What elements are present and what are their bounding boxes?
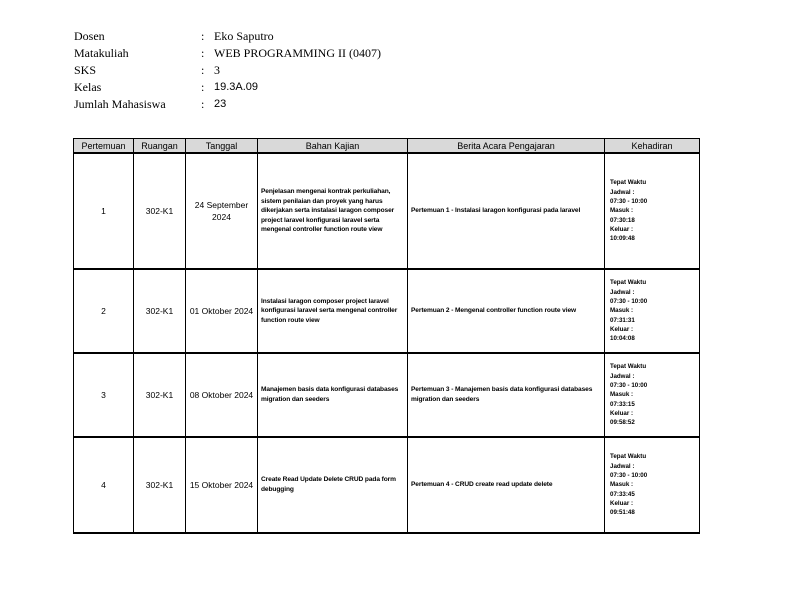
table-row <box>74 437 700 533</box>
keluar-value: 10:09:48 <box>610 235 635 243</box>
cell-berita-acara: Pertemuan 3 - Manajemen basis data konfigurasi databases migration dan seeders <box>408 353 605 437</box>
keluar-value: 09:51:48 <box>610 509 635 517</box>
cell-berita-acara: Pertemuan 1 - Instalasi laragon konfigurasi pada laravel <box>408 153 605 269</box>
header-kehadiran: Kehadiran <box>605 139 700 154</box>
jadwal-value: 07:30 - 10:00 <box>610 298 648 306</box>
masuk-label: Masuk : <box>610 207 634 215</box>
keluar-value: 10:04:08 <box>610 335 635 343</box>
cell-kehadiran <box>605 437 700 533</box>
masuk-value: 07:31:31 <box>610 316 635 324</box>
masuk-value: 07:33:45 <box>610 490 635 498</box>
colon: : <box>201 63 205 77</box>
colon: : <box>201 97 205 111</box>
dosen-label: Dosen <box>74 29 105 43</box>
table-row <box>74 353 700 437</box>
keluar-label: Keluar : <box>610 225 634 233</box>
cell-ruangan: 302-K1 <box>134 437 186 533</box>
masuk-value: 07:33:15 <box>610 400 635 408</box>
kehadiran-status: Tepat Waktu <box>610 179 647 187</box>
masuk-label: Masuk : <box>610 481 634 489</box>
header-tanggal: Tanggal <box>186 139 258 154</box>
header-pertemuan: Pertemuan <box>74 139 134 154</box>
cell-tanggal: 01 Oktober 2024 <box>186 269 258 353</box>
kehadiran-status: Tepat Waktu <box>610 453 647 461</box>
cell-ruangan: 302-K1 <box>134 269 186 353</box>
schedule-table <box>73 138 700 534</box>
cell-berita-acara: Pertemuan 2 - Mengenal controller function route view <box>408 269 605 353</box>
cell-tanggal: 15 Oktober 2024 <box>186 437 258 533</box>
jumlah-value: 23 <box>214 98 227 110</box>
kehadiran-status: Tepat Waktu <box>610 363 647 371</box>
dosen-value: Eko Saputro <box>214 29 274 43</box>
jadwal-value: 07:30 - 10:00 <box>610 382 648 390</box>
jadwal-label: Jadwal : <box>610 372 635 380</box>
kelas-label: Kelas <box>74 80 102 94</box>
cell-kehadiran <box>605 269 700 353</box>
keluar-label: Keluar : <box>610 499 634 507</box>
colon: : <box>201 46 205 60</box>
keluar-label: Keluar : <box>610 325 634 333</box>
keluar-label: Keluar : <box>610 409 634 417</box>
colon: : <box>201 29 205 43</box>
cell-bahan-kajian: Penjelasan mengenai kontrak perkuliahan, sistem penilaian dan proyek yang harus dikerjakan serta instalasi laragon composer project laravel konfigurasi laravel serta mengenal controller function route view <box>258 153 408 269</box>
masuk-value: 07:30:18 <box>610 216 635 224</box>
cell-tanggal: 08 Oktober 2024 <box>186 353 258 437</box>
kehadiran-status: Tepat Waktu <box>610 279 647 287</box>
header-bahan-kajian: Bahan Kajian <box>258 139 408 154</box>
masuk-label: Masuk : <box>610 307 634 315</box>
header-ruangan: Ruangan <box>134 139 186 154</box>
table-header-row <box>74 139 700 154</box>
jadwal-label: Jadwal : <box>610 188 635 196</box>
colon: : <box>201 80 205 94</box>
cell-ruangan: 302-K1 <box>134 153 186 269</box>
matakuliah-value: WEB PROGRAMMING II (0407) <box>214 46 381 60</box>
jadwal-value: 07:30 - 10:00 <box>610 472 648 480</box>
jadwal-label: Jadwal : <box>610 288 635 296</box>
cell-ruangan: 302-K1 <box>134 353 186 437</box>
table-row <box>74 153 700 269</box>
cell-pertemuan: 3 <box>74 353 134 437</box>
jadwal-value: 07:30 - 10:00 <box>610 198 648 206</box>
cell-pertemuan: 4 <box>74 437 134 533</box>
matakuliah-label: Matakuliah <box>74 46 129 60</box>
sks-value: 3 <box>214 63 220 77</box>
sks-label: SKS <box>74 63 97 77</box>
keluar-value: 09:58:52 <box>610 419 635 427</box>
jadwal-label: Jadwal : <box>610 462 635 470</box>
cell-kehadiran <box>605 353 700 437</box>
kelas-value: 19.3A.09 <box>214 81 259 93</box>
cell-berita-acara: Pertemuan 4 - CRUD create read update delete <box>408 437 605 533</box>
cell-kehadiran <box>605 153 700 269</box>
table-row <box>74 269 700 353</box>
masuk-label: Masuk : <box>610 391 634 399</box>
cell-bahan-kajian: Instalasi laragon composer project laravel konfigurasi laravel serta mengenal controller function route view <box>258 269 408 353</box>
jumlah-label: Jumlah Mahasiswa <box>74 97 166 111</box>
cell-bahan-kajian: Manajemen basis data konfigurasi databases migration dan seeders <box>258 353 408 437</box>
cell-pertemuan: 1 <box>74 153 134 269</box>
cell-bahan-kajian: Create Read Update Delete CRUD pada form debugging <box>258 437 408 533</box>
cell-tanggal: 24 September 2024 <box>186 153 258 269</box>
header-berita-acara: Berita Acara Pengajaran <box>408 139 605 154</box>
cell-pertemuan: 2 <box>74 269 134 353</box>
